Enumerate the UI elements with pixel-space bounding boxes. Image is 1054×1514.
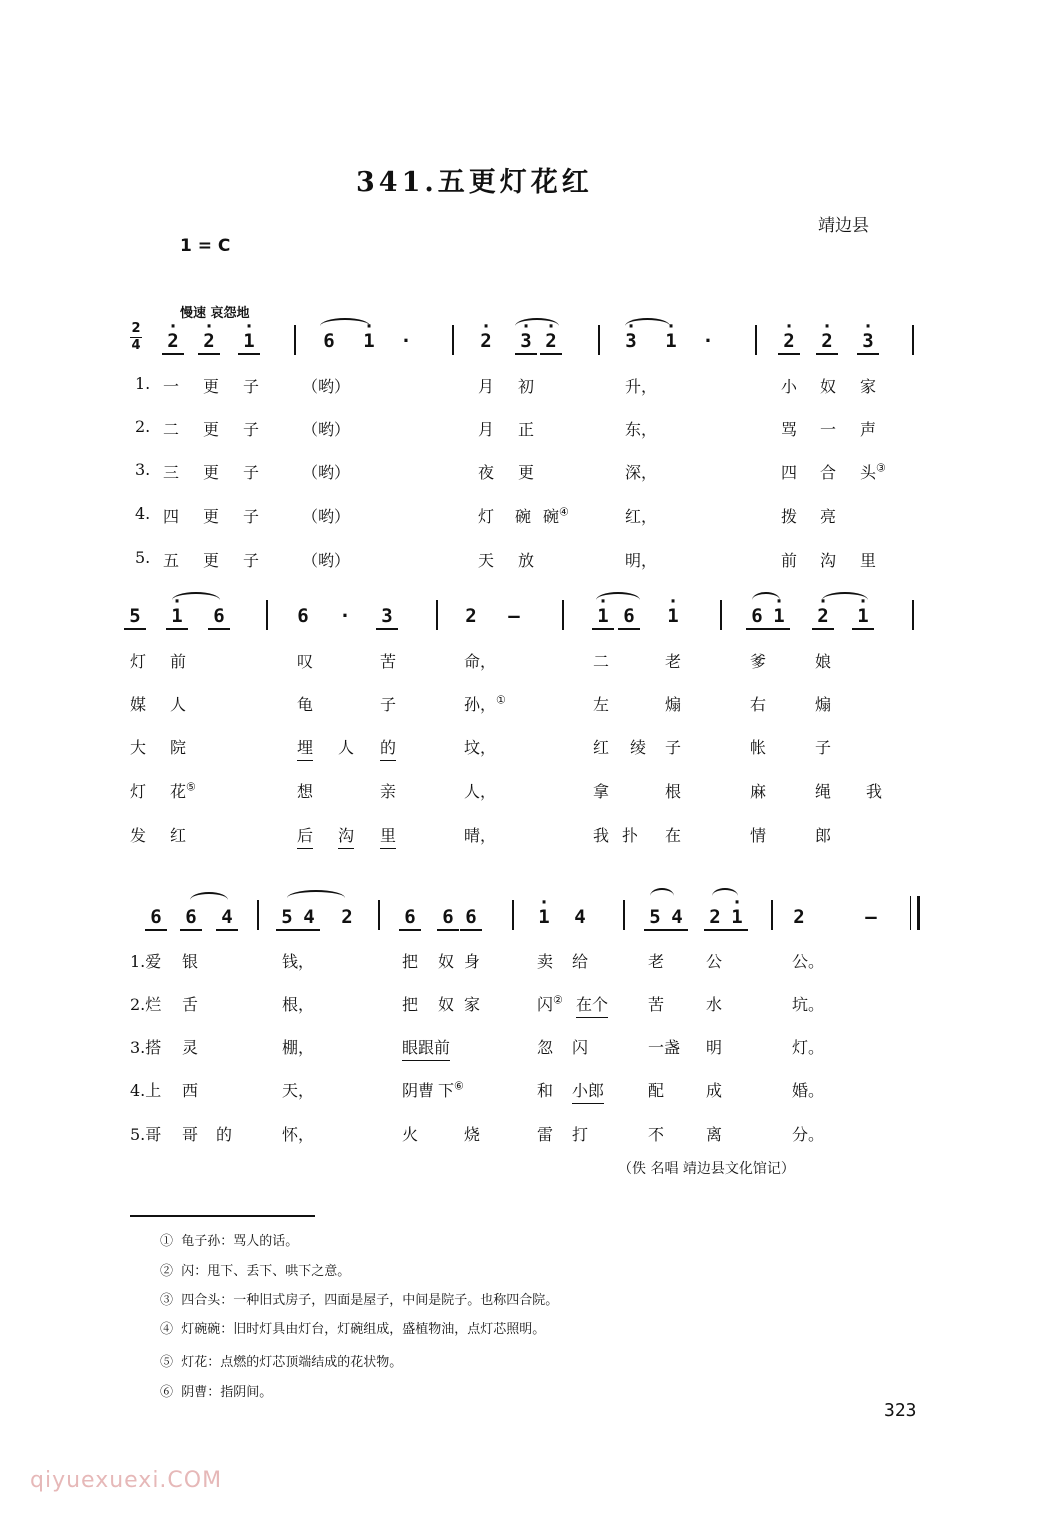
lyric: 阴曹 — [402, 1081, 435, 1100]
lyric: 初 — [518, 377, 535, 396]
lyric: （哟） — [302, 377, 351, 396]
lyric: 火 — [402, 1125, 419, 1144]
lyric: 二 — [163, 420, 180, 439]
lyric: 打 — [572, 1125, 589, 1144]
lyric: 人 — [338, 738, 355, 757]
note: 6 — [746, 605, 768, 630]
note: 6 — [145, 906, 167, 931]
lyric: 明， — [625, 551, 658, 570]
footnote-1: ① 龟子孙：骂人的话。 — [160, 1234, 299, 1249]
lyric: 花⑤ — [170, 780, 196, 801]
barline — [755, 325, 757, 355]
note: 2 — [341, 906, 353, 928]
lyric: 命， — [464, 652, 497, 671]
footnote-mark: ① — [496, 693, 506, 707]
note: · 3 — [515, 330, 537, 355]
lyric: （哟） — [302, 463, 351, 482]
note: 5 — [644, 906, 666, 931]
lyric: 更 — [203, 420, 220, 439]
note: · 1 — [660, 330, 682, 352]
lyric: 煽 — [665, 695, 682, 714]
lyric: 四 — [163, 507, 180, 526]
note: 6 — [208, 605, 230, 630]
lyric: 夜 — [478, 463, 495, 482]
lyric: 一 — [820, 420, 837, 439]
lyric: 灯 — [478, 507, 495, 526]
barline — [266, 600, 268, 630]
barline — [562, 600, 564, 630]
lyric: 子 — [243, 551, 260, 570]
footnote-mark: ⑥ — [454, 1079, 464, 1093]
lyric: 把 — [402, 995, 419, 1014]
lyric: （哟） — [302, 420, 351, 439]
lyric: 灯 — [130, 782, 147, 801]
lyric: 配 — [648, 1081, 665, 1100]
note: · 2 — [816, 330, 838, 355]
time-signature: 2 4 — [131, 321, 141, 353]
lyric: 碗 — [515, 507, 532, 526]
lyric: 正 — [518, 420, 535, 439]
lyric: 深， — [625, 463, 658, 482]
lyric: 媒 — [130, 695, 147, 714]
lyric: 东， — [625, 420, 658, 439]
lyric: 灯。 — [792, 1038, 825, 1057]
lyric: 3.搭 — [130, 1038, 162, 1057]
lyric: 的 — [380, 735, 396, 761]
lyric: 后 — [297, 823, 313, 849]
lyric: 里 — [380, 823, 396, 849]
region-label: 靖边县 — [818, 216, 869, 236]
lyric: 亲 — [380, 782, 397, 801]
lyric: 根 — [665, 782, 682, 801]
lyric: 发 — [130, 826, 147, 845]
lyric: 红 — [593, 738, 610, 757]
verse-number: 3. — [135, 460, 151, 479]
lyric: 烧 — [464, 1125, 481, 1144]
slur — [287, 890, 345, 906]
lyric: 哥 — [182, 1125, 199, 1144]
lyric: 和 — [537, 1081, 554, 1100]
verse-number: 5. — [135, 548, 151, 567]
lyric: 月 — [478, 420, 495, 439]
lyric: 更 — [203, 463, 220, 482]
lyric: 红 — [170, 826, 187, 845]
barline — [912, 325, 914, 355]
lyric: 娘 — [815, 652, 832, 671]
barline — [912, 600, 914, 630]
song-title: 341.五更灯花红 — [356, 167, 593, 198]
lyric: 晴， — [464, 826, 497, 845]
note: · 1 — [852, 605, 874, 630]
lyric: 左 — [593, 695, 610, 714]
lyric: 天 — [478, 551, 495, 570]
lyric: （哟） — [302, 551, 351, 570]
watermark: qiyuexuexi.COM — [30, 1468, 223, 1493]
lyric: 我 — [593, 826, 610, 845]
footnote-2: ② 闪：甩下、丢下、哄下之意。 — [160, 1264, 351, 1279]
barline — [436, 600, 438, 630]
footnote-rule — [130, 1215, 315, 1217]
note: · 1 — [533, 906, 555, 928]
lyric: 银 — [182, 952, 199, 971]
lyric: 一盏 — [648, 1038, 681, 1057]
lyric: 闪 — [572, 1038, 589, 1057]
lyric: 卖 — [537, 952, 554, 971]
barline — [257, 900, 259, 930]
note: 4 — [298, 906, 320, 931]
lyric: 亮 — [820, 507, 837, 526]
page-number: 323 — [884, 1400, 917, 1421]
verse-number: 2. — [135, 417, 151, 436]
barline — [771, 900, 773, 930]
lyric: 月 — [478, 377, 495, 396]
slur — [650, 888, 674, 904]
lyric: 右 — [750, 695, 767, 714]
lyric: 龟 — [297, 695, 314, 714]
lyric: 小郎 — [572, 1078, 604, 1104]
lyric: 一 — [163, 377, 180, 396]
lyric: 不 — [648, 1125, 665, 1144]
note: · 1 — [592, 605, 614, 630]
lyric: 灵 — [182, 1038, 199, 1057]
lyric: 钱， — [282, 952, 315, 971]
lyric: 5.哥 — [130, 1125, 162, 1144]
note: · 2 — [475, 330, 497, 352]
final-barline — [910, 896, 920, 930]
dot: · — [400, 330, 412, 352]
note: · 2 — [198, 330, 220, 355]
lyric: 怀， — [282, 1125, 315, 1144]
note: 6 — [437, 906, 459, 931]
lyric: 更 — [203, 377, 220, 396]
lyric: 二 — [593, 652, 610, 671]
note: · 2 — [540, 330, 562, 355]
lyric: 家 — [464, 995, 481, 1014]
note: 6 — [399, 906, 421, 931]
lyric: 子 — [815, 738, 832, 757]
note: · 3 — [620, 330, 642, 352]
footnote-5: ⑤ 灯花：点燃的灯芯顶端结成的花状物。 — [160, 1355, 403, 1370]
lyric: 爹 — [750, 652, 767, 671]
lyric: 老 — [665, 652, 682, 671]
lyric: 奴 — [438, 952, 455, 971]
lyric: 想 — [297, 782, 314, 801]
lyric: 埋 — [297, 735, 313, 761]
lyric: 绳 — [815, 782, 832, 801]
lyric: 灯 — [130, 652, 147, 671]
lyric: 天， — [282, 1081, 315, 1100]
footnote-mark: ④ — [559, 505, 569, 519]
lyric: 子 — [243, 377, 260, 396]
lyric: 骂 — [781, 420, 798, 439]
lyric: 下⑥ — [438, 1079, 464, 1100]
note: · 1 — [662, 605, 684, 627]
note: · 1 — [358, 330, 380, 352]
lyric: 奴 — [820, 377, 837, 396]
note: · 3 — [857, 330, 879, 355]
footnote-3: ③ 四合头：一种旧式房子，四面是屋子，中间是院子。也称四合院。 — [160, 1293, 559, 1308]
dot: · — [702, 330, 714, 352]
lyric: 雷 — [537, 1125, 554, 1144]
lyric: 明 — [706, 1038, 723, 1057]
note: 3 — [376, 605, 398, 630]
lyric: 更 — [203, 507, 220, 526]
lyric: 忽 — [537, 1038, 554, 1057]
note: · 1 — [166, 605, 188, 630]
lyric: 坟， — [464, 738, 497, 757]
lyric: 棚， — [282, 1038, 315, 1057]
barline — [623, 900, 625, 930]
lyric: 人， — [464, 782, 497, 801]
lyric: 身 — [464, 952, 481, 971]
lyric: 子 — [243, 420, 260, 439]
lyric: 家 — [860, 377, 877, 396]
lyric: 成 — [706, 1081, 723, 1100]
verse-number: 4. — [135, 504, 151, 523]
lyric: 子 — [380, 695, 397, 714]
lyric: 4.上 — [130, 1081, 162, 1100]
lyric: 拿 — [593, 782, 610, 801]
lyric: 前 — [781, 551, 798, 570]
lyric: 更 — [518, 463, 535, 482]
lyric: 帐 — [750, 738, 767, 757]
barline — [294, 325, 296, 355]
barline — [378, 900, 380, 930]
lyric: 老 — [648, 952, 665, 971]
lyric: 水 — [706, 995, 723, 1014]
lyric: 坑。 — [792, 995, 825, 1014]
note: · 1 — [768, 605, 790, 630]
lyric: 舌 — [182, 995, 199, 1014]
lyric: 1.爱 — [130, 952, 162, 971]
dot: · — [339, 605, 351, 627]
note: 2 — [465, 605, 477, 627]
lyric: 的 — [216, 1125, 233, 1144]
note: 4 — [574, 906, 586, 928]
credit-line: （佚 名唱 靖边县文化馆记） — [618, 1161, 795, 1177]
note: 5 — [276, 906, 298, 931]
footnote-mark: ⑤ — [186, 780, 196, 794]
lyric: 里 — [860, 551, 877, 570]
footnote-4: ④ 灯碗碗：旧时灯具由灯台，灯碗组成，盛植物油，点灯芯照明。 — [160, 1322, 546, 1337]
lyric: 孙，① — [464, 693, 506, 714]
lyric: 婚。 — [792, 1081, 825, 1100]
barline — [512, 900, 514, 930]
lyric: 苦 — [648, 995, 665, 1014]
lyric: 头③ — [860, 461, 886, 482]
lyric: 苦 — [380, 652, 397, 671]
lyric: 根， — [282, 995, 315, 1014]
lyric: 前 — [170, 652, 187, 671]
lyric: 红， — [625, 507, 658, 526]
lyric: 给 — [572, 952, 589, 971]
lyric: 我 — [866, 782, 883, 801]
note: 5 — [124, 605, 146, 630]
lyric: 三 — [163, 463, 180, 482]
lyric: 更 — [203, 551, 220, 570]
lyric: 扑 — [622, 826, 639, 845]
lyric: 眼跟前 — [402, 1035, 450, 1061]
lyric: 院 — [170, 738, 187, 757]
lyric: 人 — [170, 695, 187, 714]
lyric: 声 — [860, 420, 877, 439]
note: · 1 — [238, 330, 260, 355]
lyric: 叹 — [297, 652, 314, 671]
note: 6 — [297, 605, 309, 627]
lyric: 煽 — [815, 695, 832, 714]
lyric: 郎 — [815, 826, 832, 845]
barline — [452, 325, 454, 355]
lyric: 沟 — [338, 823, 354, 849]
note: · 2 — [162, 330, 184, 355]
note: 6 — [323, 330, 335, 352]
note: · 2 — [812, 605, 834, 630]
footnote-mark: ③ — [876, 461, 886, 475]
lyric: 四 — [781, 463, 798, 482]
lyric: 把 — [402, 952, 419, 971]
lyric: （哟） — [302, 507, 351, 526]
lyric: 公。 — [792, 952, 825, 971]
tempo-marking: 慢速 哀怨地 — [180, 306, 250, 321]
lyric: 麻 — [750, 782, 767, 801]
lyric: 分。 — [792, 1125, 825, 1144]
dash: – — [865, 906, 877, 928]
barline — [598, 325, 600, 355]
lyric: 子 — [665, 738, 682, 757]
lyric: 沟 — [820, 551, 837, 570]
lyric: 公 — [706, 952, 723, 971]
note: 6 — [460, 906, 482, 931]
note: · 2 — [778, 330, 800, 355]
lyric: 拨 — [781, 507, 798, 526]
lyric: 大 — [130, 738, 147, 757]
note: 4 — [216, 906, 238, 931]
lyric: 小 — [781, 377, 798, 396]
note: · 1 — [726, 906, 748, 931]
lyric: 升， — [625, 377, 658, 396]
lyric: 子 — [243, 463, 260, 482]
lyric: 碗④ — [543, 505, 569, 526]
footnote-mark: ② — [553, 993, 563, 1007]
lyric: 放 — [518, 551, 535, 570]
lyric: 在 — [665, 826, 682, 845]
note: 6 — [618, 605, 640, 630]
key-signature: 1 = C — [180, 236, 231, 256]
footnote-6: ⑥ 阴曹：指阴间。 — [160, 1385, 273, 1400]
dash: – — [508, 605, 520, 627]
lyric: 在个 — [576, 992, 608, 1018]
note: 4 — [666, 906, 688, 931]
lyric: 子 — [243, 507, 260, 526]
barline — [720, 600, 722, 630]
lyric: 情 — [750, 826, 767, 845]
lyric: 奴 — [438, 995, 455, 1014]
lyric: 2.烂 — [130, 995, 162, 1014]
lyric: 五 — [163, 551, 180, 570]
lyric: 离 — [706, 1125, 723, 1144]
verse-number: 1. — [135, 374, 151, 393]
lyric: 绫 — [630, 738, 647, 757]
lyric: 西 — [182, 1081, 199, 1100]
note: 2 — [704, 906, 726, 931]
note: 2 — [793, 906, 805, 928]
lyric: 闪② — [537, 993, 563, 1014]
note: 6 — [180, 906, 202, 931]
lyric: 合 — [820, 463, 837, 482]
